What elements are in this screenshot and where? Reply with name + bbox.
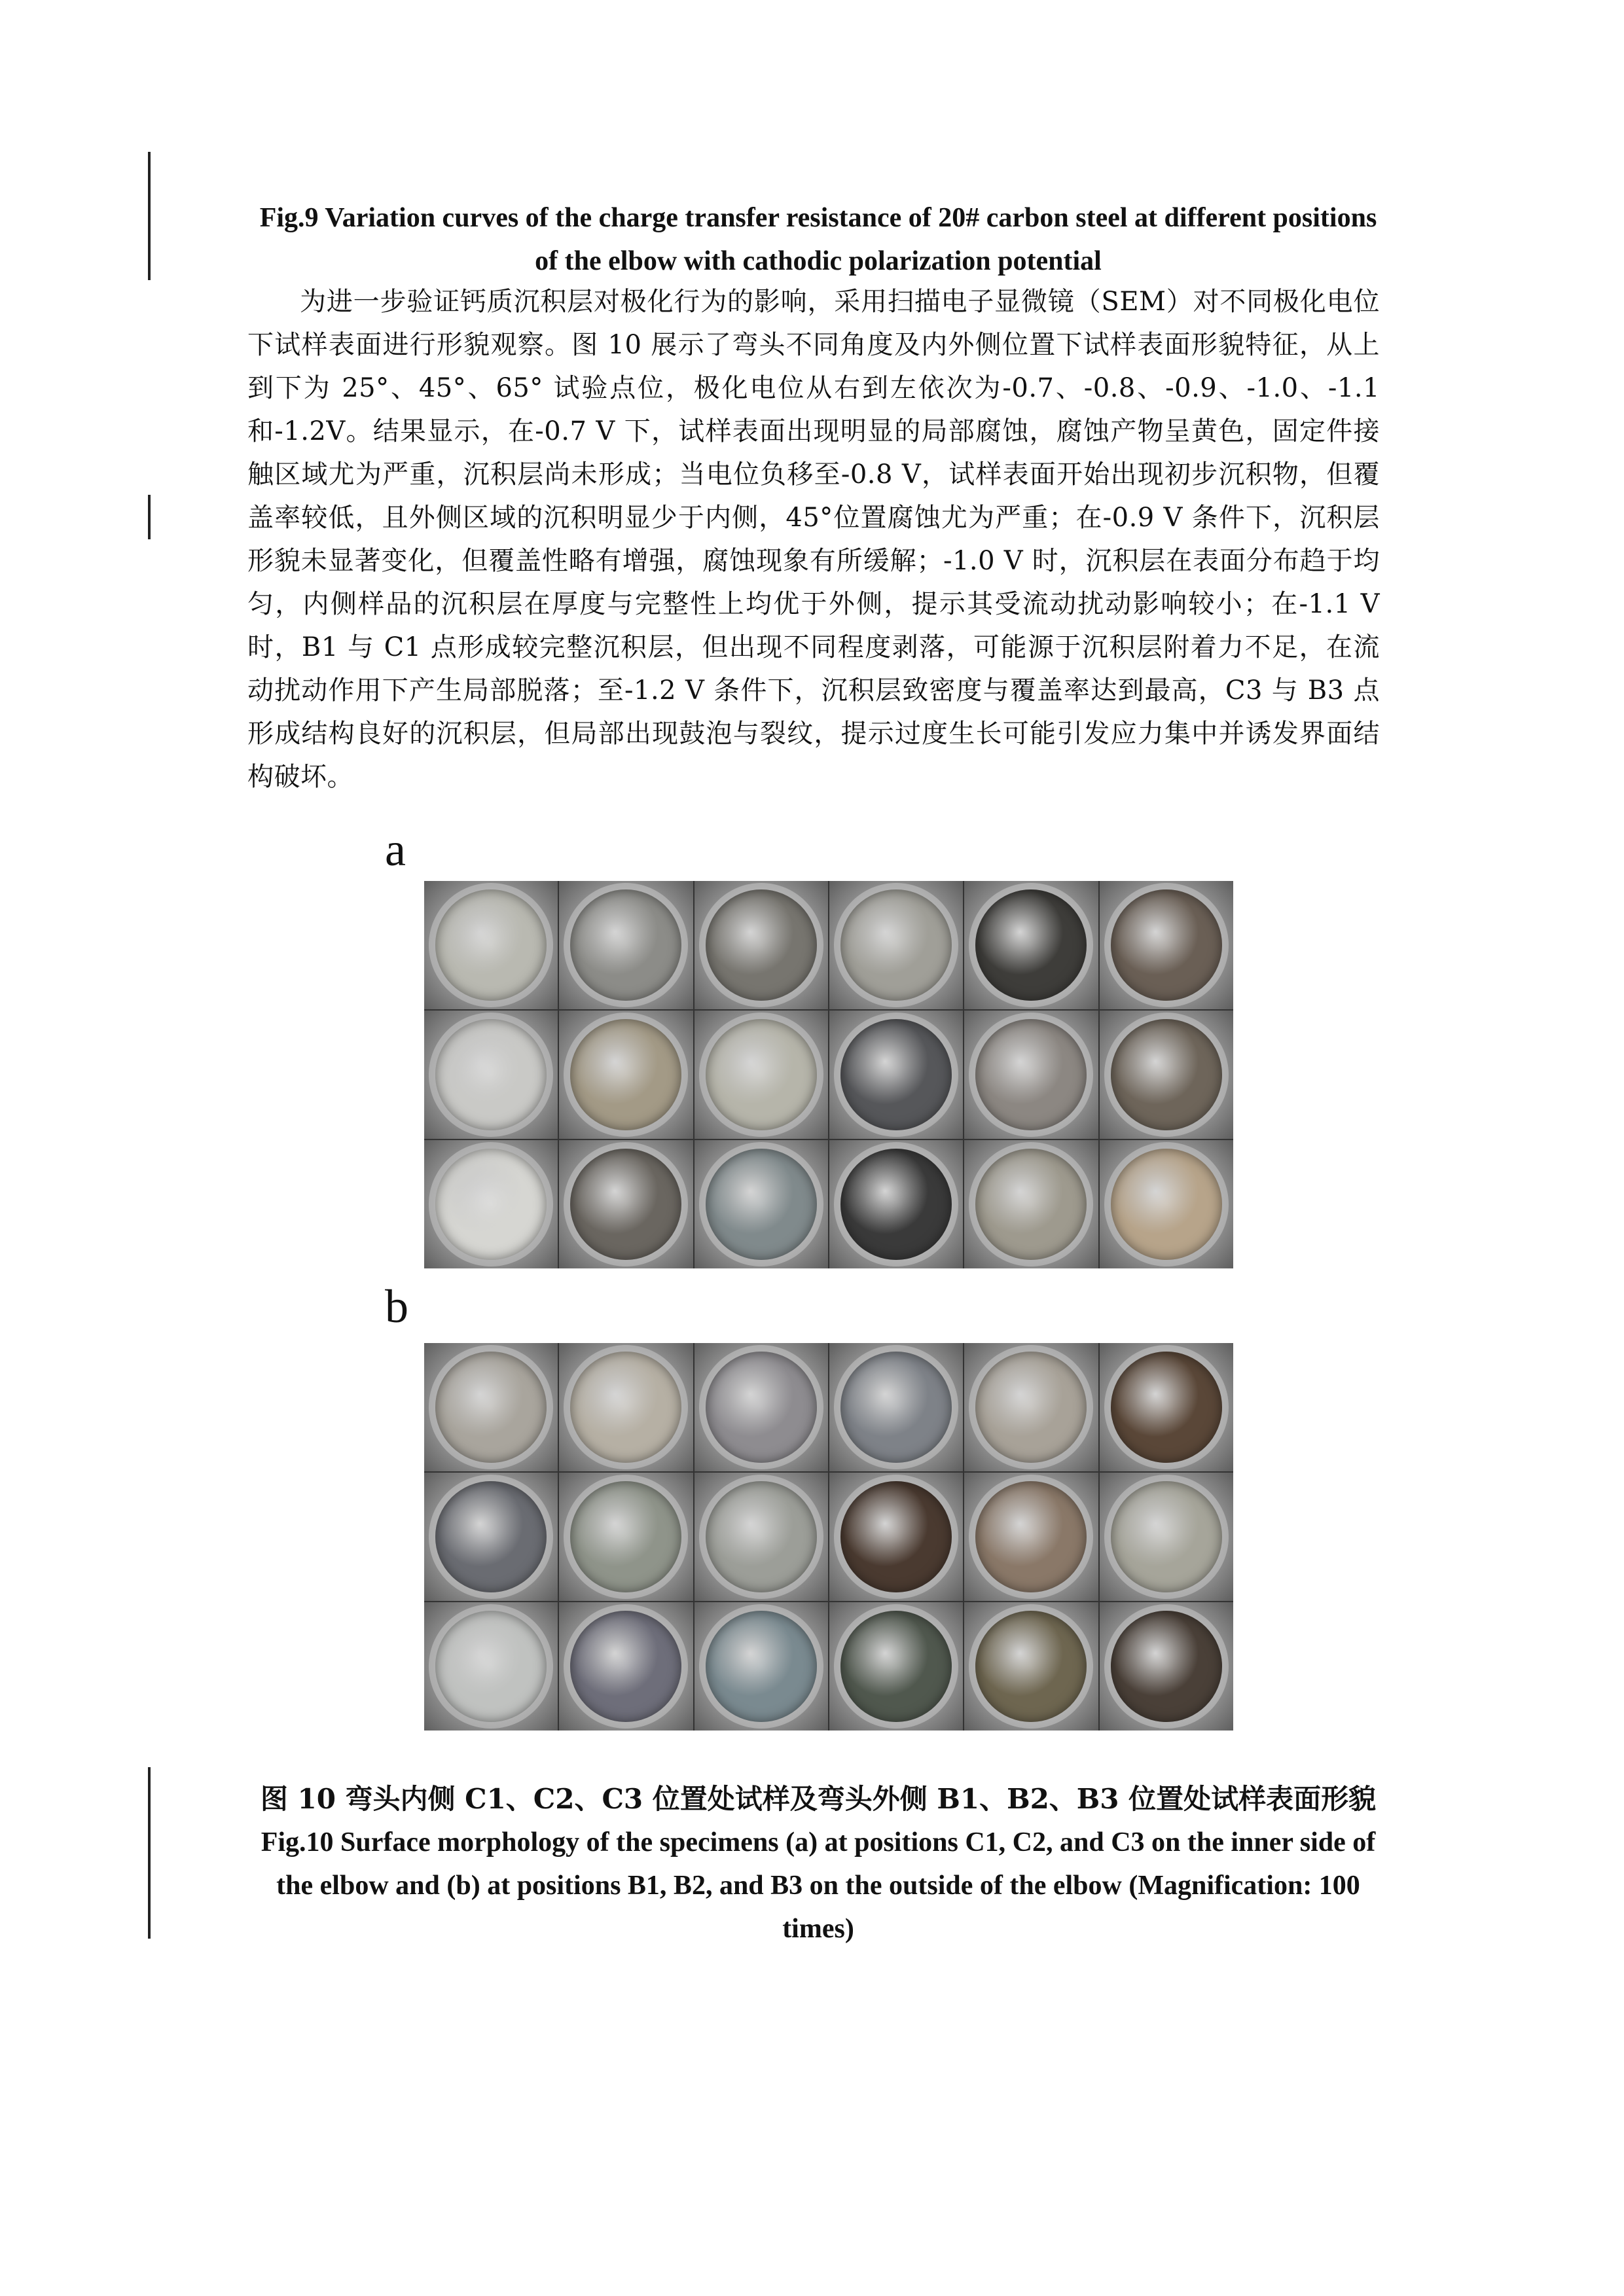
- panel-a-specimen-r1-c5: [964, 881, 1098, 1009]
- panel-b-specimen-surface: [840, 1481, 952, 1592]
- panel-a-specimen-r2-c4: [829, 1011, 963, 1139]
- panel-a-specimen-r2-c1: [424, 1011, 558, 1139]
- panel-a-specimen-surface: [435, 889, 547, 1001]
- change-bar-top: [148, 152, 151, 280]
- panel-b-specimen-r3-c4: [829, 1602, 963, 1731]
- panel-b-specimen-surface: [975, 1352, 1087, 1463]
- panel-b-specimen-r2-c2: [559, 1473, 693, 1601]
- panel-b-image-grid: [424, 1343, 1233, 1731]
- panel-b-specimen-surface: [1111, 1611, 1222, 1722]
- panel-a-specimen-r1-c4: [829, 881, 963, 1009]
- panel-a-specimen-surface: [975, 1019, 1087, 1130]
- panel-a-specimen-surface: [1111, 1019, 1222, 1130]
- panel-b-specimen-surface: [435, 1352, 547, 1463]
- panel-a-image-grid: [424, 881, 1233, 1268]
- panel-b-specimen-r1-c5: [964, 1343, 1098, 1471]
- panel-b-label: b: [385, 1280, 408, 1333]
- body-paragraph: 为进一步验证钙质沉积层对极化行为的影响，采用扫描电子显微镜（SEM）对不同极化电位下试样表面进行形貌观察。图 10 展示了弯头不同角度及内外侧位置下试样表面形貌特征，从上到下为 25°、45°、65° 试验点位，极化电位从右到左依次为-0.7、-0.8、-0.9、-1.0、-1.1 和-1.2V。结果显示，在-0.7 V 下，试样表面出现明显的局部腐蚀，腐蚀产物呈黄色，固定件接触区域尤为严重，沉积层尚未形成；当电位负移至-0.8 V，试样表面开始出现初步沉积物，但覆盖率较低，且外侧区域的沉积明显少于内侧，45°位置腐蚀尤为严重；在-0.9 V 条件下，沉积层形貌未显著变化，但覆盖性略有增强，腐蚀现象有所缓解；-1.0 V 时，沉积层在表面分布趋于均匀，内侧样品的沉积层在厚度与完整性上均优于外侧，提示其受流动扰动影响较小；在-1.1 V 时，B1 与 C1 点形成较完整沉积层，但出现不同程度剥落，可能源于沉积层附着力不足，在流动扰动作用下产生局部脱落；至-1.2 V 条件下，沉积层致密度与覆盖率达到最高，C3 与 B3 点形成结构良好的沉积层，但局部出现鼓泡与裂纹，提示过度生长可能引发应力集中并诱发界面结构破坏。: [247, 287, 1380, 792]
- panel-b-specimen-r1-c2: [559, 1343, 693, 1471]
- panel-b-specimen-surface: [435, 1611, 547, 1722]
- panel-b-specimen-surface: [1111, 1352, 1222, 1463]
- panel-b-specimen-surface: [975, 1611, 1087, 1722]
- panel-a-specimen-surface: [570, 1019, 681, 1130]
- panel-a-specimen-r3-c1: [424, 1140, 558, 1268]
- panel-a-specimen-surface: [1111, 1149, 1222, 1260]
- panel-a-specimen-surface: [435, 1149, 547, 1260]
- panel-a-specimen-r1-c2: [559, 881, 693, 1009]
- panel-b-specimen-surface: [706, 1352, 817, 1463]
- change-bar-bottom: [148, 1767, 151, 1939]
- panel-b-specimen-r2-c5: [964, 1473, 1098, 1601]
- panel-b-specimen-surface: [570, 1352, 681, 1463]
- panel-a-specimen-r2-c2: [559, 1011, 693, 1139]
- panel-a-specimen-r1-c3: [695, 881, 828, 1009]
- panel-b-specimen-surface: [706, 1481, 817, 1592]
- panel-a-specimen-surface: [840, 1149, 952, 1260]
- panel-a-specimen-surface: [840, 889, 952, 1001]
- panel-a-specimen-surface: [570, 889, 681, 1001]
- panel-b-specimen-surface: [1111, 1481, 1222, 1592]
- panel-a-specimen-surface: [840, 1019, 952, 1130]
- panel-b-specimen-surface: [570, 1611, 681, 1722]
- panel-b-specimen-surface: [975, 1481, 1087, 1592]
- panel-b-specimen-r2-c6: [1100, 1473, 1233, 1601]
- panel-a-specimen-surface: [706, 1019, 817, 1130]
- panel-b-specimen-surface: [570, 1481, 681, 1592]
- panel-a-specimen-r3-c6: [1100, 1140, 1233, 1268]
- panel-b-specimen-r1-c6: [1100, 1343, 1233, 1471]
- change-bar-middle: [148, 495, 151, 539]
- panel-b-specimen-r1-c1: [424, 1343, 558, 1471]
- panel-b-specimen-r1-c4: [829, 1343, 963, 1471]
- panel-a-specimen-r2-c6: [1100, 1011, 1233, 1139]
- panel-a-specimen-r3-c4: [829, 1140, 963, 1268]
- panel-a-label: a: [385, 823, 406, 876]
- panel-a-specimen-r2-c3: [695, 1011, 828, 1139]
- panel-b-specimen-r3-c3: [695, 1602, 828, 1731]
- panel-b-specimen-surface: [840, 1611, 952, 1722]
- panel-b-specimen-r2-c1: [424, 1473, 558, 1601]
- panel-a-specimen-surface: [570, 1149, 681, 1260]
- panel-a-specimen-r3-c3: [695, 1140, 828, 1268]
- panel-b-specimen-surface: [840, 1352, 952, 1463]
- panel-a-specimen-r1-c6: [1100, 881, 1233, 1009]
- fig10-caption-cn: 图 10 弯头内侧 C1、C2、C3 位置处试样及弯头外侧 B1、B2、B3 位置处试样表面形貌: [260, 1783, 1377, 1815]
- panel-a-specimen-r3-c2: [559, 1140, 693, 1268]
- panel-a-specimen-surface: [1111, 889, 1222, 1001]
- panel-a-specimen-surface: [975, 1149, 1087, 1260]
- panel-b-specimen-r3-c6: [1100, 1602, 1233, 1731]
- fig10-caption-en: Fig.10 Surface morphology of the specimens (a) at positions C1, C2, and C3 on the inner side of the elbow and (b) at positions B1, B2, and B3 on the outside of the elbow (Magnification: 100 times): [261, 1827, 1376, 1944]
- panel-b-specimen-r2-c3: [695, 1473, 828, 1601]
- panel-a-specimen-r2-c5: [964, 1011, 1098, 1139]
- panel-b-specimen-surface: [706, 1611, 817, 1722]
- panel-b-specimen-r2-c4: [829, 1473, 963, 1601]
- panel-a-specimen-surface: [435, 1019, 547, 1130]
- panel-b-specimen-r3-c2: [559, 1602, 693, 1731]
- panel-a-specimen-r1-c1: [424, 881, 558, 1009]
- panel-a-specimen-surface: [706, 889, 817, 1001]
- panel-a-specimen-surface: [706, 1149, 817, 1260]
- panel-b-specimen-r1-c3: [695, 1343, 828, 1471]
- panel-a-specimen-r3-c5: [964, 1140, 1098, 1268]
- panel-b-specimen-r3-c1: [424, 1602, 558, 1731]
- fig9-caption: Fig.9 Variation curves of the charge transfer resistance of 20# carbon steel at different positions of the elbow with cathodic polarization potential: [259, 203, 1377, 276]
- panel-a-specimen-surface: [975, 889, 1087, 1001]
- fig10-caption: [249, 1778, 1388, 1950]
- panel-b-specimen-surface: [435, 1481, 547, 1592]
- panel-b-specimen-r3-c5: [964, 1602, 1098, 1731]
